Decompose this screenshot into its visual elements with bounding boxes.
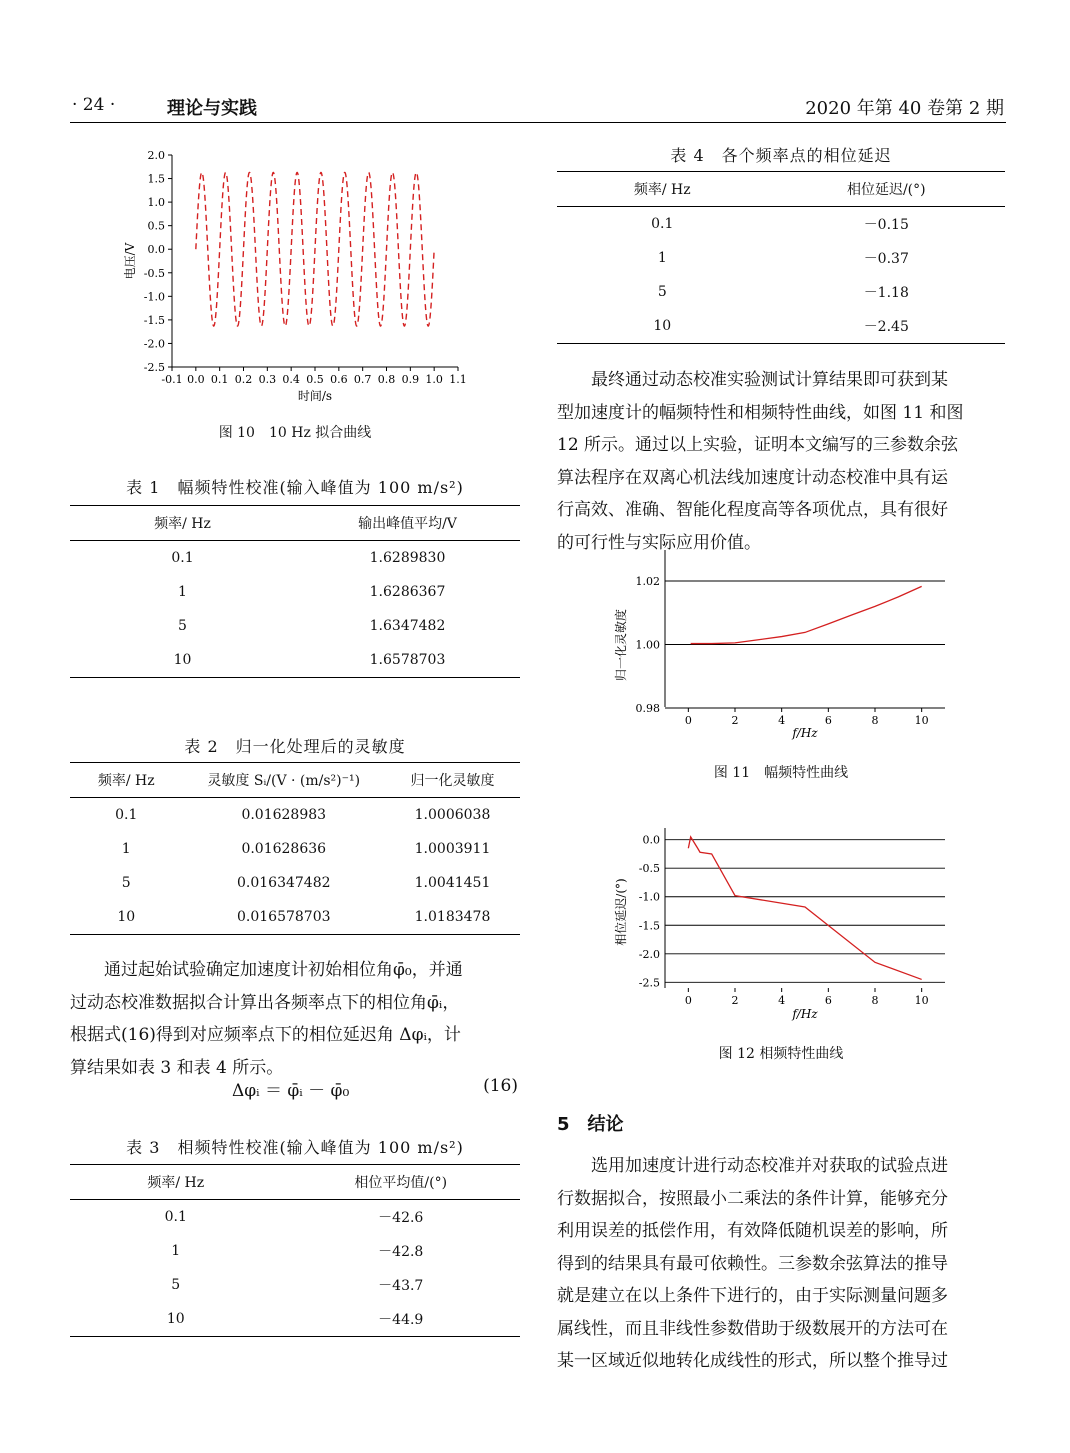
fig10-xlabel: 时间/s bbox=[297, 389, 333, 403]
fig10-y-tick-label: -0.5 bbox=[143, 266, 165, 280]
fig10-caption: 图 10 10 Hz 拟合曲线 bbox=[218, 425, 372, 441]
fig10-x-tick-label: 0.6 bbox=[330, 373, 348, 386]
table-cell: 0.1 bbox=[651, 216, 674, 232]
equation-number: (16) bbox=[483, 1076, 518, 1096]
table-row bbox=[70, 609, 520, 643]
fig10-y-tick-label: 0.0 bbox=[147, 243, 165, 257]
fig12-chart bbox=[605, 820, 950, 1025]
table1-header: 输出峰值平均/V bbox=[295, 506, 520, 541]
table1-caption: 表 1 幅频特性校准(输入峰值为 100 m/s²) bbox=[126, 478, 464, 497]
table-cell: 1 bbox=[121, 841, 131, 857]
fig10-x-tick-label: 0.8 bbox=[377, 373, 396, 386]
table-cell: －0.15 bbox=[863, 217, 909, 233]
fig12-ylabel: 相位延迟/(°) bbox=[614, 878, 628, 946]
table-cell: 5 bbox=[657, 284, 667, 300]
paragraph-left bbox=[70, 954, 520, 1084]
text-line: 行高效、准确、智能化程度高等各项优点，具有很好 bbox=[557, 500, 948, 520]
text-line: 型加速度计的幅频特性和相频特性曲线，如图 11 和图 bbox=[557, 402, 964, 423]
fig10-x-tick-label: 1.1 bbox=[449, 373, 467, 386]
table-row bbox=[70, 832, 520, 866]
table1-header: 频率/ Hz bbox=[70, 506, 295, 541]
table-row bbox=[70, 798, 520, 833]
table-cell: 10 bbox=[653, 318, 672, 334]
table2-header: 灵敏度 Sᵢ/(V · (m/s²)⁻¹) bbox=[183, 763, 386, 798]
text-line: 利用误差的抵偿作用，有效降低随机误差的影响，所 bbox=[557, 1221, 948, 1241]
fig10-x-tick-label: 0.3 bbox=[258, 373, 277, 386]
table1 bbox=[70, 505, 520, 678]
table-row bbox=[70, 541, 520, 576]
text-line: 算结果如表 3 和表 4 所示。 bbox=[70, 1057, 284, 1078]
fig11-chart bbox=[605, 545, 950, 745]
fig10-x-tick-label: 0.0 bbox=[187, 373, 205, 386]
table-cell: 1.0183478 bbox=[414, 909, 491, 925]
text-line: 就是建立在以上条件下进行的，由于实际测量问题多 bbox=[557, 1286, 948, 1306]
fig11-y-tick-label: 1.02 bbox=[635, 575, 660, 588]
table-row bbox=[557, 207, 1005, 242]
table3 bbox=[70, 1164, 520, 1337]
fig10-ylabel: 电压/V bbox=[123, 242, 137, 280]
table-cell: 1.6578703 bbox=[369, 652, 446, 668]
fig10-x-tick-label: 0.4 bbox=[282, 373, 300, 386]
fig11-y-tick-label: 1.00 bbox=[635, 638, 660, 652]
fig11-ylabel: 归一化灵敏度 bbox=[614, 608, 628, 682]
fig12-caption: 图 12 相频特性曲线 bbox=[718, 1046, 844, 1062]
fig10-y-tick-label: 2.0 bbox=[147, 149, 165, 162]
text-line: 行数据拟合，按照最小二乘法的条件计算，能够充分 bbox=[557, 1188, 948, 1209]
table-cell: 1.0041451 bbox=[414, 875, 491, 891]
equation-16: Δφᵢ ＝ φ̄ᵢ － φ̄₀ bbox=[232, 1081, 350, 1101]
text-line: 算法程序在双离心机法线加速度计动态校准中具有运 bbox=[557, 467, 948, 488]
table-cell: 0.1 bbox=[164, 1209, 187, 1225]
fig11-x-tick-label: 6 bbox=[824, 714, 832, 727]
fig12-x-tick-label: 0 bbox=[684, 994, 692, 1007]
table-cell: 0.016578703 bbox=[236, 909, 331, 925]
text-line: 最终通过动态校准实验测试计算结果即可获到某 bbox=[591, 370, 948, 390]
fig12-xlabel: f/Hz bbox=[792, 1007, 818, 1021]
table-row bbox=[70, 1302, 520, 1337]
fig10-y-tick-label: -2.0 bbox=[143, 337, 165, 351]
paragraph-right-2 bbox=[557, 1150, 1007, 1378]
page-number: · 24 · bbox=[72, 95, 116, 115]
table-cell: 10 bbox=[117, 909, 136, 925]
table2 bbox=[70, 762, 520, 935]
issue-info: 2020 年第 40 卷第 2 期 bbox=[805, 98, 1004, 119]
table-cell: 1.0003911 bbox=[414, 841, 491, 857]
fig10-y-tick-label: 1.0 bbox=[147, 196, 165, 210]
paragraph-right-1 bbox=[557, 364, 1007, 559]
fig11-x-tick-label: 4 bbox=[778, 714, 786, 727]
fig11-x-tick-label: 2 bbox=[731, 714, 739, 727]
table4-header: 频率/ Hz bbox=[557, 172, 768, 207]
table-row bbox=[70, 900, 520, 935]
table-row bbox=[70, 1200, 520, 1235]
table-cell: －43.7 bbox=[378, 1278, 424, 1294]
fig12-y-tick-label: -2.5 bbox=[638, 976, 660, 990]
table4 bbox=[557, 171, 1005, 344]
journal-name: 理论与实践 bbox=[167, 98, 257, 119]
text-line: 得到的结果具有最可依赖性。三参数余弦算法的推导 bbox=[557, 1253, 948, 1274]
table-cell: 1.6289830 bbox=[369, 550, 446, 566]
table-cell: 1 bbox=[171, 1243, 181, 1259]
fig10-x-tick-label: 0.9 bbox=[401, 373, 420, 386]
table2-caption: 表 2 归一化处理后的灵敏度 bbox=[184, 737, 406, 756]
fig10-x-tick-label: 1.0 bbox=[425, 373, 443, 386]
text-line: 通过起始试验确定加速度计初始相位角φ̄₀，并通 bbox=[104, 960, 463, 980]
table-row bbox=[557, 241, 1005, 275]
table-row bbox=[557, 309, 1005, 344]
fig12-x-tick-label: 4 bbox=[778, 994, 786, 1007]
table3-header: 频率/ Hz bbox=[70, 1165, 282, 1200]
table-cell: 1.0006038 bbox=[414, 807, 491, 823]
table-cell: 0.1 bbox=[115, 807, 138, 823]
text-line: 过动态校准数据拟合计算出各频率点下的相位角φ̄ᵢ， bbox=[70, 992, 460, 1013]
fig12-y-tick-label: -2.0 bbox=[638, 947, 660, 961]
table-cell: 5 bbox=[171, 1277, 181, 1293]
fig10-series-line bbox=[196, 172, 434, 326]
table-cell: 0.01628983 bbox=[241, 807, 327, 823]
fig10-y-tick-label: 0.5 bbox=[147, 219, 165, 233]
table-cell: －44.9 bbox=[378, 1312, 424, 1328]
fig12-y-tick-label: -1.0 bbox=[638, 890, 660, 904]
table-cell: 5 bbox=[178, 618, 187, 634]
table-cell: 0.1 bbox=[171, 550, 194, 566]
section-heading: 5 结论 bbox=[557, 1114, 624, 1135]
fig12-y-tick-label: -1.5 bbox=[638, 919, 660, 933]
fig11-xlabel: f/Hz bbox=[792, 726, 818, 740]
table-cell: －42.6 bbox=[378, 1210, 424, 1226]
fig10-y-tick-label: -2.5 bbox=[143, 361, 165, 374]
fig12-x-tick-label: 8 bbox=[871, 994, 879, 1007]
table-row bbox=[557, 275, 1005, 309]
text-line: 12 所示。通过以上实验，证明本文编写的三参数余弦 bbox=[557, 435, 959, 455]
table-cell: 0.016347482 bbox=[236, 875, 331, 891]
text-line: 某一区域近似地转化成线性的形式，所以整个推导过 bbox=[557, 1351, 948, 1371]
table-row bbox=[70, 643, 520, 678]
fig10-y-tick-label: -1.5 bbox=[143, 313, 165, 327]
table-cell: －42.8 bbox=[378, 1244, 424, 1260]
table-cell: 5 bbox=[121, 875, 131, 891]
fig10-y-tick-label: -1.0 bbox=[143, 290, 165, 304]
fig12-x-tick-label: 10 bbox=[914, 994, 929, 1007]
table-cell: 1.6347482 bbox=[369, 618, 446, 634]
table-row bbox=[70, 1234, 520, 1268]
table-cell: 10 bbox=[166, 1311, 185, 1327]
table-cell: 10 bbox=[173, 652, 192, 668]
table2-header: 归一化灵敏度 bbox=[385, 763, 520, 798]
fig11-x-tick-label: 10 bbox=[914, 714, 929, 727]
fig10-x-tick-label: 0.2 bbox=[234, 373, 253, 386]
table-cell: 1 bbox=[178, 584, 187, 600]
fig12-x-tick-label: 6 bbox=[824, 994, 832, 1007]
table2-header: 频率/ Hz bbox=[70, 763, 183, 798]
fig10-x-tick-label: 0.7 bbox=[353, 373, 372, 386]
table-row bbox=[70, 1268, 520, 1302]
text-line: 的可行性与实际应用价值。 bbox=[557, 532, 761, 553]
fig11-x-tick-label: 8 bbox=[871, 714, 879, 727]
fig11-caption: 图 11 幅频特性曲线 bbox=[713, 765, 849, 781]
table-cell: 1.6286367 bbox=[369, 584, 446, 600]
table3-header: 相位平均值/(°) bbox=[282, 1165, 521, 1200]
table-cell: 0.01628636 bbox=[241, 841, 327, 857]
fig10-x-tick-label: -0.1 bbox=[161, 373, 183, 386]
fig10-chart bbox=[110, 145, 480, 410]
fig11-x-tick-label: 0 bbox=[684, 714, 692, 727]
fig12-y-tick-label: 0.0 bbox=[642, 833, 660, 847]
fig10-x-tick-label: 0.1 bbox=[210, 373, 229, 386]
text-line: 根据式(16)得到对应频率点下的相位延迟角 Δφᵢ，计 bbox=[70, 1025, 461, 1045]
header-rule bbox=[70, 122, 1006, 123]
fig12-series-line bbox=[688, 837, 921, 980]
table-row bbox=[70, 575, 520, 609]
table-cell: －1.18 bbox=[863, 285, 909, 301]
table-row bbox=[70, 866, 520, 900]
table3-caption: 表 3 相频特性校准(输入峰值为 100 m/s²) bbox=[126, 1138, 464, 1157]
fig11-y-tick-label: 0.98 bbox=[635, 702, 660, 715]
fig12-x-tick-label: 2 bbox=[731, 994, 739, 1007]
table4-header: 相位延迟/(°) bbox=[768, 172, 1005, 207]
fig10-x-tick-label: 0.5 bbox=[306, 373, 324, 386]
table-cell: －2.45 bbox=[863, 319, 909, 335]
table4-caption: 表 4 各个频率点的相位延迟 bbox=[670, 146, 892, 165]
table-cell: 1 bbox=[657, 250, 667, 266]
text-line: 选用加速度计进行动态校准并对获取的试验点进 bbox=[591, 1156, 948, 1176]
table-cell: －0.37 bbox=[863, 251, 909, 267]
fig10-y-tick-label: 1.5 bbox=[147, 172, 165, 186]
text-line: 属线性，而且非线性参数借助于级数展开的方法可在 bbox=[557, 1318, 948, 1339]
fig12-y-tick-label: -0.5 bbox=[638, 862, 660, 876]
fig11-series-line bbox=[691, 586, 922, 643]
